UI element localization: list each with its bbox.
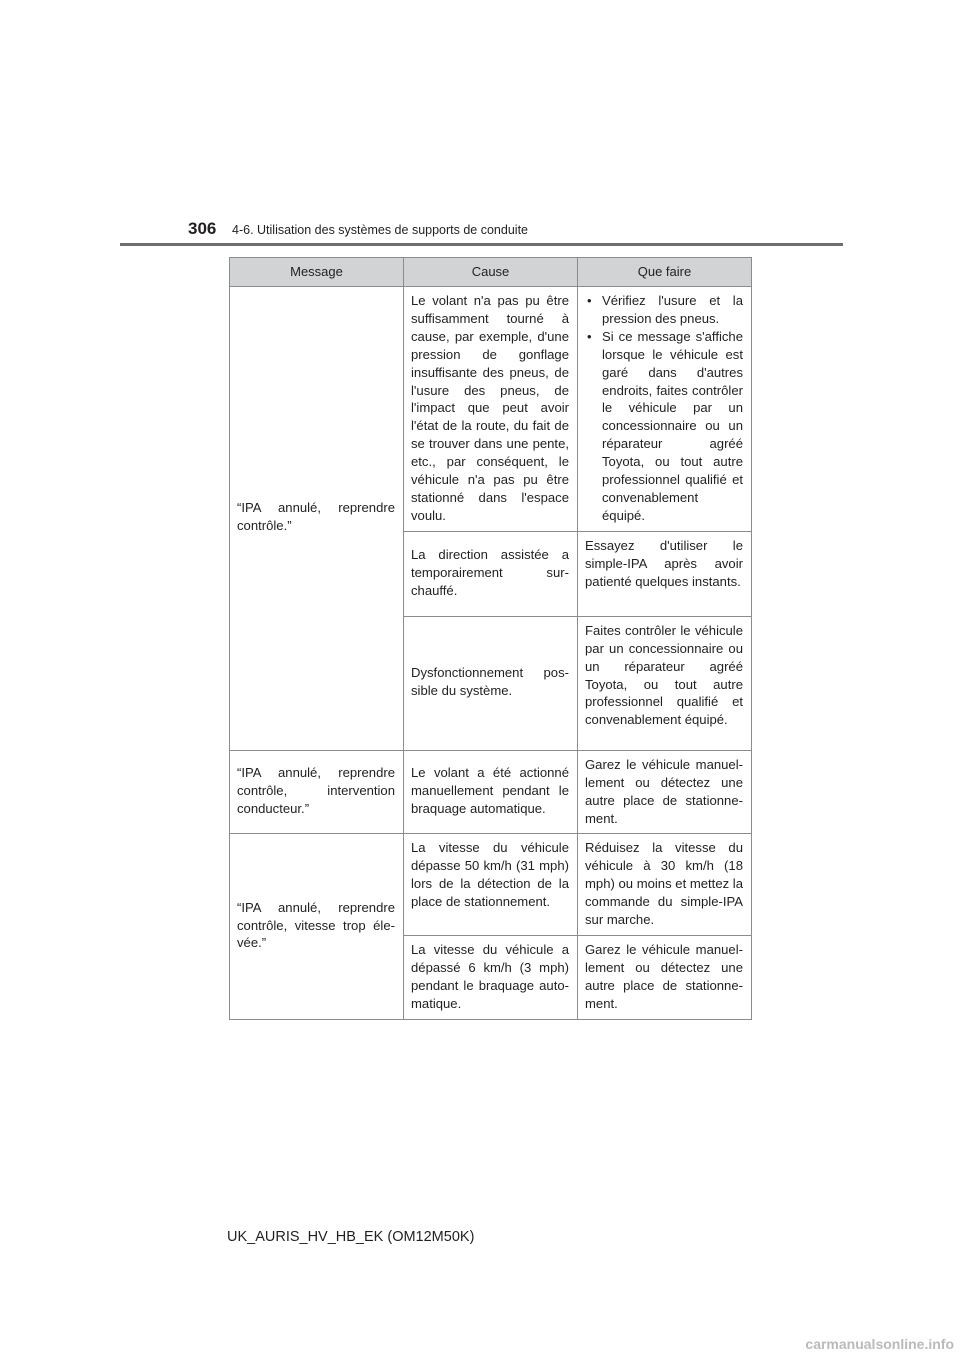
cause-cell: La vitesse du véhicule dépasse 50 km/h (31 mph) lors de la détection de la place de stationnement. [404, 834, 578, 936]
table-header-row [230, 258, 752, 287]
cause-cell: Le volant a été actionné manuellement pendant le braquage automatique. [404, 750, 578, 834]
watermark: carmanualsonline.info [805, 1336, 954, 1352]
cause-cell: La vitesse du véhicule a dépassé 6 km/h (3 mph) pendant le braquage automatique. [404, 935, 578, 1019]
action-bullet-list [585, 292, 743, 525]
message-table [229, 257, 752, 1020]
table-row [230, 750, 752, 834]
action-cell: Garez le véhicule manuellement ou détectez une autre place de stationnement. [578, 935, 752, 1019]
action-cell: Faites contrôler le véhicule par un concessionnaire ou un réparateur agréé Toyota, ou tout autre professionnel qualifié et convenablement équipé. [578, 616, 752, 750]
table-row [230, 834, 752, 936]
message-cell: “IPA annulé, reprendre contrôle, intervention conducteur.” [230, 750, 404, 834]
section-title: 4-6. Utilisation des systèmes de supports de conduite [232, 223, 528, 237]
table-row [230, 287, 752, 532]
column-header-cause: Cause [404, 258, 578, 287]
action-cell: Essayez d'utiliser le simple-IPA après avoir patienté quelques instants. [578, 531, 752, 616]
cause-cell: La direction assistée a temporairement surchauffé. [404, 531, 578, 616]
message-cell: “IPA annulé, reprendre contrôle, vitesse trop élevée.” [230, 834, 404, 1019]
action-cell: Garez le véhicule manuellement ou détectez une autre place de stationnement. [578, 750, 752, 834]
column-header-action: Que faire [578, 258, 752, 287]
action-bullet: • Vérifiez l'usure et la pression des pneus. [585, 292, 743, 328]
column-header-message: Message [230, 258, 404, 287]
cause-cell: Dysfonctionnement possible du système. [404, 616, 578, 750]
page-number: 306 [188, 219, 217, 238]
action-cell: Réduisez la vitesse du véhicule à 30 km/h (18 mph) ou moins et mettez la commande du simple-IPA sur marche. [578, 834, 752, 936]
cause-cell: Le volant n'a pas pu être suffisamment tourné à cause, par exemple, d'une pression de gonflage insuffisante des pneus, de l'usure des pneus, de l'impact que peut avoir l'état de la route, du fait de se trouver dans une pente, etc., par conséquent, le véhicule n'a pas pu être stationné dans l'espace voulu. [404, 287, 578, 532]
action-bullet: • Si ce message s'affiche lorsque le véhicule est garé dans d'autres endroits, faites contrôler le véhicule par un concessionnaire ou un réparateur agréé Toyota, ou tout autre professionnel qualifié et convenablement équipé. [585, 328, 743, 525]
message-cell: “IPA annulé, reprendre contrôle.” [230, 287, 404, 751]
action-cell [578, 287, 752, 532]
header-rule [120, 243, 843, 246]
footer-model-code: UK_AURIS_HV_HB_EK (OM12M50K) [227, 1229, 475, 1245]
